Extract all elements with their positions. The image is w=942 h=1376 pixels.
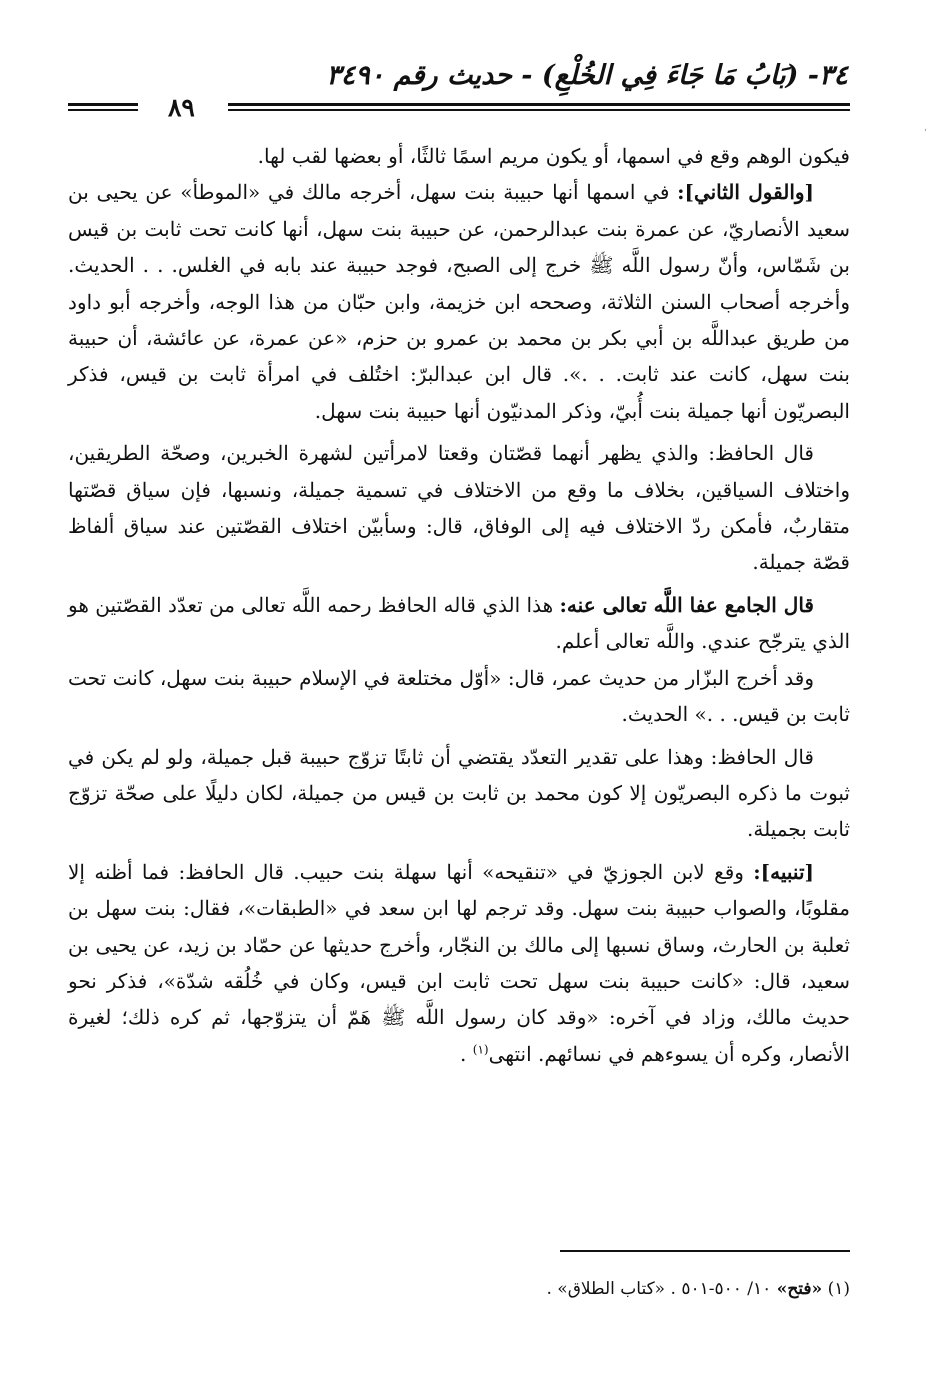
paragraph-text: وقد أخرج البزّار من حديث عمر، قال: «أوّل مختلعة في الإسلام حبيبة بنت سهل، كانت تحت ثابت بن قيس. . .» الحديث. [68,665,850,727]
page-number: ٨٩ [160,94,203,122]
footnote-pages: ١٠/ ٥٠٠-٥٠١ . [665,1279,777,1299]
footnote-chapter: «كتاب الطلاق» . [546,1279,666,1299]
paragraph [68,138,850,174]
header-rule [228,103,850,106]
paragraph [68,587,850,660]
page-header [68,52,850,122]
header-rule [228,109,850,111]
margin-mark: ʻ [924,128,928,139]
paragraph [68,739,850,848]
paragraph: [تنبيه]: وقع لابن الجوزيّ في «تنقيحه» أنها سهلة بنت حبيب. قال الحافظ: فما أظنه إلا مقلوبًا، والصواب حبيبة بنت سهل. وقد ترجم لها ابن سعد في «الطبقات»، فقال: بنت سهل بن ثعلبة بن الحارث، وساق نسبها إلى مالك بن النجّار، وأخرج حديثها عن حمّاد بن زيد، عن يحيى بن سعيد، قال: «كانت حبيبة بنت سهل تحت ثابت ابن قيس، وكان في خُلُقه شدّة»، فذكر نحو حديث مالك، وزاد في آخره: «وقد كان رسول اللَّه ﷺ هَمّ أن يتزوّجها، ثم كره ذلك؛ لغيرة الأنصار، وكره أن يسوءهم في نسائهم. انتهى$^{(١)}$ . [68,859,850,1066]
paragraph-lead: [والقول الثاني]: [677,180,815,205]
footnote-book: «فتح» [776,1279,823,1299]
paragraph [68,174,850,429]
paragraph-text: وقع لابن الجوزيّ في «تنقيحه» أنها سهلة بنت حبيب. قال الحافظ: فما أظنه إلا مقلوبًا، والصواب حبيبة بنت سهل. وقد ترجم لها ابن سعد في «الطبقات»، فقال: بنت سهل بن ثعلبة بن الحارث، وساق نسبها إلى مالك بن النجّار، وأخرج حديثها عن حمّاد بن زيد، عن يحيى بن سعيد، قال: «كانت حبيبة بنت سهل تحت ثابت ابن قيس، وكان في خُلُقه شدّة»، فذكر نحو حديث مالك، وزاد في آخره: «وقد كان رسول اللَّه ﷺ هَمّ أن يتزوّجها، ثم كره ذلك؛ لغيرة الأنصار، وكره أن يسوءهم في نسائهم. انتهى [68,859,850,1066]
header-rule [68,103,138,106]
footnote-reference[interactable]: (١) [472,1042,489,1057]
paragraph-lead: قال الجامع عفا اللَّه تعالى عنه: [559,592,814,617]
header-rule [68,109,138,111]
paragraph-text: قال الحافظ: والذي يظهر أنهما قصّتان وقعتا لامرأتين لشهرة الخبرين، وصحّة الطريقين، واختلاف السياقين، بخلاف ما وقع من الاختلاف في تسمية جميلة، ونسبها، فإن سياق قصّتها متقاربٌ، فأمكن ردّ الاختلاف فيه إلى الوفاق، قال: وسأبيّن اختلاف القصّتين عند سياق ألفاظ قصّة جميلة. [68,441,850,575]
paragraph [68,435,850,581]
paragraph-text: فيكون الوهم وقع في اسمها، أو يكون مريم اسمًا ثالثًا، أو بعضها لقب لها. [257,144,850,168]
main-text [68,138,850,1072]
paragraph-text: في اسمها أنها حبيبة بنت سهل، أخرجه مالك في «الموطأ» عن يحيى بن سعيد الأنصاريّ، عن عمرة بنت عبدالرحمن، عن حبيبة بنت سهل، أنها كانت تحت ثابت بن قيس بن شَمّاس، وأنّ رسول اللَّه ﷺ خرج إلى الصبح، فوجد حبيبة عند بابه في الغلس. . . الحديث. وأخرجه أصحاب السنن الثلاثة، وصححه ابن خزيمة، وابن حبّان من هذا الوجه، وأخرجه أبو داود من طريق عبداللَّه بن أبي بكر بن محمد بن عمرو بن حزم، «عن عمرة، عن عائشة، أن حبيبة بنت سهل، كانت عند ثابت. . .». قال ابن عبدالبرّ: اختُلف في امرأة ثابت بن قيس، فذكر البصريّون أنها جميلة بنت أُبيّ، وذكر المدنيّون أنها حبيبة بنت سهل. [68,180,851,423]
paragraph-text: قال الحافظ: وهذا على تقدير التعدّد يقتضي أن ثابتًا تزوّج حبيبة قبل جميلة، ولو لم يكن في ثبوت ما ذكره البصريّون إلا كون محمد بن ثابت بن قيس من جميلة، لكان دليلًا على صحّة تزوّج ثابت بجميلة. [68,744,850,842]
book-page [68,52,850,1322]
paragraph [68,660,850,733]
paragraph-text: هذا الذي قاله الحافظ رحمه اللَّه تعالى من تعدّد القصّتين هو الذي يترجّح عندي. واللَّه تعالى أعلم. [68,592,850,654]
footnote-separator [560,1250,850,1252]
footnote [546,1276,850,1302]
footnote-marker: (١) [827,1279,850,1299]
running-title: ٣٤- (بَابُ مَا جَاءَ فِي الخُلْعِ) - حديث رقم ٣٤٩٠ [326,60,848,91]
paragraph-lead: [تنبيه]: [753,859,814,884]
